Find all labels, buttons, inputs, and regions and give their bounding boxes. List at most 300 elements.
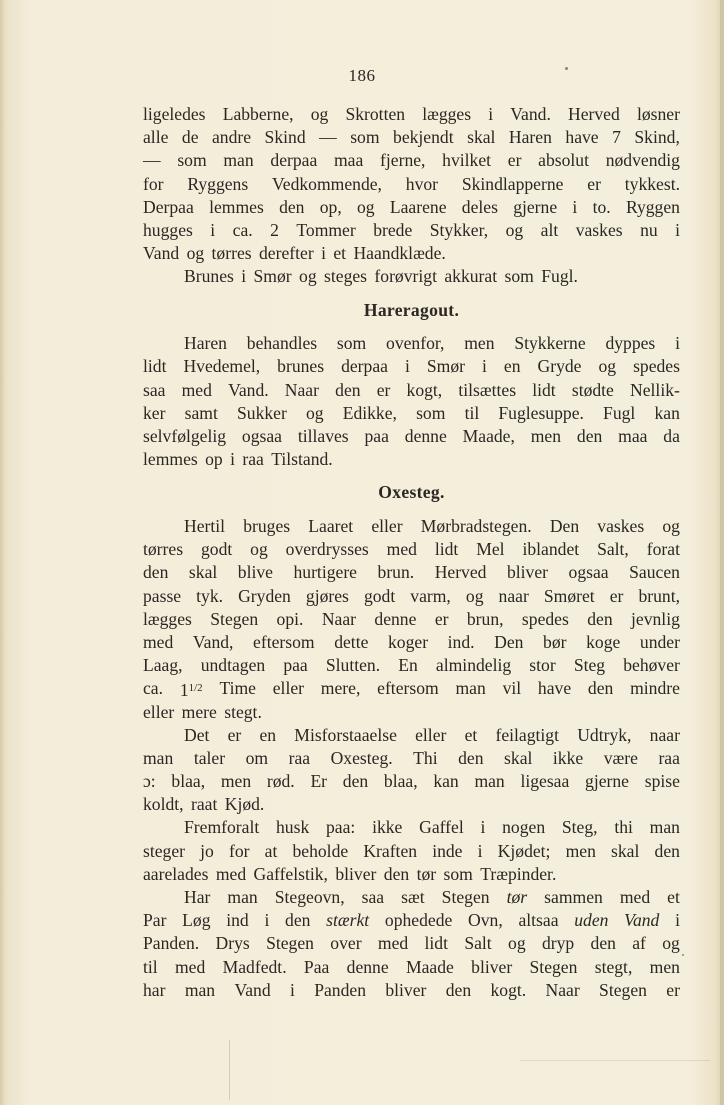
word: Smøret xyxy=(543,585,595,606)
word: men xyxy=(464,333,495,354)
word: alle xyxy=(143,127,169,148)
word: man xyxy=(227,887,258,907)
word: tørres xyxy=(143,539,184,560)
word: Træpinder. xyxy=(480,863,557,884)
word: hvor xyxy=(405,173,439,194)
text-line xyxy=(143,332,680,355)
word: ophedede xyxy=(384,910,453,931)
paragraph-misforstaaelse xyxy=(143,724,680,817)
word: i xyxy=(404,356,410,377)
word: ind. xyxy=(447,631,475,652)
word: tykkest. xyxy=(624,173,680,194)
word: dryp xyxy=(541,933,575,954)
word: godt xyxy=(363,585,396,606)
word: eller xyxy=(143,701,175,722)
word: Stykker, xyxy=(429,219,489,240)
word: er xyxy=(227,724,242,745)
text-line xyxy=(143,379,680,402)
word: spedes xyxy=(633,356,680,377)
word: et xyxy=(333,243,347,264)
word: Stegen xyxy=(599,979,647,1000)
heading-oxesteg: Oxesteg. xyxy=(378,482,445,503)
word: Smør xyxy=(426,356,465,377)
text-line xyxy=(143,747,680,770)
word: Derpaa xyxy=(143,196,194,217)
word: i xyxy=(321,243,326,264)
word: med xyxy=(215,863,247,884)
word: spise xyxy=(644,771,680,792)
word: saa xyxy=(361,887,385,907)
word: Steg, xyxy=(561,817,598,838)
word: skal xyxy=(611,840,640,861)
word: sæt xyxy=(401,887,425,907)
text-line xyxy=(143,701,680,724)
word: tørres xyxy=(211,243,252,264)
text-line xyxy=(143,793,680,816)
word: absolut xyxy=(538,150,589,171)
word: Gryde xyxy=(537,356,582,377)
word: en xyxy=(503,356,521,377)
word: varm, xyxy=(410,585,451,606)
word: deles xyxy=(461,196,498,217)
word: et xyxy=(464,724,478,745)
word: Udtryk, xyxy=(577,724,632,745)
paper-crease xyxy=(229,1040,230,1100)
heading-hareragout: Hareragout. xyxy=(363,299,460,320)
word: naar xyxy=(498,585,529,606)
word: brun, xyxy=(466,608,504,629)
word: op, xyxy=(319,196,342,217)
word: i xyxy=(675,333,680,354)
word: kogt. xyxy=(490,979,527,1000)
word: tyk. xyxy=(196,585,224,606)
word: Stykkerne xyxy=(514,333,586,354)
word: den xyxy=(279,196,305,217)
word: Har xyxy=(184,887,211,907)
word: og xyxy=(465,585,484,606)
word: den xyxy=(576,425,603,446)
word: eftersom xyxy=(377,678,439,699)
word: Ryggen xyxy=(625,196,680,217)
word: naar xyxy=(649,724,680,745)
word: Gryden xyxy=(238,585,291,606)
text-line xyxy=(143,355,680,378)
word: og xyxy=(299,266,317,287)
word: ovenfor, xyxy=(386,333,445,354)
word: brunt, xyxy=(638,585,680,606)
word: andre xyxy=(211,127,252,148)
word: Labberne, xyxy=(222,104,294,124)
word: men xyxy=(649,956,680,977)
word: lidt xyxy=(143,356,167,377)
word: da xyxy=(663,425,680,446)
word: raa xyxy=(288,747,311,768)
word: Misforstaaelse xyxy=(294,724,397,745)
word: den xyxy=(143,562,169,583)
word: Laaret xyxy=(308,516,354,536)
word: Naar xyxy=(545,979,580,1000)
word: Fremforalt xyxy=(184,817,260,838)
word: Nellik- xyxy=(630,379,680,400)
word: til xyxy=(143,956,158,977)
word: Haandklæde. xyxy=(353,243,446,264)
word: stegt, xyxy=(594,956,633,977)
word: Tilstand. xyxy=(271,449,333,470)
word: steges xyxy=(324,266,368,287)
word: være xyxy=(603,747,638,768)
word: bruges xyxy=(243,516,291,536)
text-line xyxy=(143,402,680,425)
text-line xyxy=(143,654,680,677)
word: En xyxy=(398,655,418,676)
word: rød. xyxy=(266,771,295,792)
word: i xyxy=(289,979,295,1000)
word: mere, xyxy=(320,678,361,699)
word: paa xyxy=(364,425,389,446)
word: med xyxy=(174,956,206,977)
word: Tommer xyxy=(296,219,356,240)
text-line xyxy=(143,840,680,863)
word: er xyxy=(587,173,601,194)
word: have xyxy=(565,127,599,148)
word: maa xyxy=(618,425,648,446)
text-line xyxy=(143,242,680,265)
word: som xyxy=(443,863,473,884)
word: og xyxy=(310,104,329,124)
word: men xyxy=(220,771,252,792)
word: i xyxy=(241,266,247,287)
word: godt xyxy=(200,539,233,560)
text-line xyxy=(143,448,680,471)
word: denne xyxy=(374,608,417,629)
word: koge xyxy=(586,631,621,652)
word: Vand. xyxy=(228,379,269,400)
paragraph-stegeovn xyxy=(143,886,680,1002)
word: man xyxy=(143,747,174,768)
word: Mel xyxy=(476,539,505,560)
text-line xyxy=(143,425,680,448)
word: — xyxy=(143,150,161,171)
word: og xyxy=(357,196,375,217)
word: i xyxy=(675,910,680,931)
word: den xyxy=(342,771,369,792)
word: den xyxy=(590,933,616,954)
word: i xyxy=(264,910,270,931)
word: vaskes xyxy=(575,219,623,240)
word: mindre xyxy=(630,678,680,699)
word: men xyxy=(565,840,596,861)
paper-crease xyxy=(520,1060,710,1061)
word: og xyxy=(186,243,205,264)
word: Den xyxy=(549,516,580,536)
word: Haren xyxy=(184,333,227,354)
word: den xyxy=(285,910,311,931)
text-line xyxy=(143,677,680,700)
page-number: 186 xyxy=(348,66,376,85)
text-line xyxy=(143,196,680,219)
word: Gaffel xyxy=(419,817,464,838)
page-edge-left xyxy=(0,0,6,1105)
text-line xyxy=(143,149,680,172)
word: Vand, xyxy=(192,631,234,652)
word: Vand xyxy=(234,979,271,1000)
word: lemmes xyxy=(143,449,198,470)
word: den xyxy=(383,863,410,884)
word: eller xyxy=(415,724,447,745)
word: iblandet xyxy=(522,539,580,560)
word: vil xyxy=(502,678,522,699)
word: med xyxy=(143,631,174,652)
word: Brunes xyxy=(184,266,234,287)
word: behøver xyxy=(623,655,680,676)
word: ind xyxy=(226,910,249,931)
word: Slutten. xyxy=(325,655,381,676)
word: ligeledes xyxy=(143,104,206,124)
word: sammen xyxy=(544,887,603,907)
word: Maade, xyxy=(462,425,515,446)
word: til xyxy=(464,402,480,423)
word: Laarene xyxy=(389,196,447,217)
page-edge-right xyxy=(720,0,724,1105)
word: Kjødet; xyxy=(497,840,551,861)
word: tilsættes xyxy=(458,379,517,400)
word: derefter xyxy=(259,243,314,264)
word: koldt, xyxy=(143,794,184,815)
word: skal xyxy=(188,562,218,583)
word: Herved xyxy=(434,562,487,583)
word: men xyxy=(530,425,562,446)
word: nu xyxy=(640,219,658,240)
word: Fugl xyxy=(603,402,636,423)
word: koger xyxy=(388,631,429,652)
word: Kjød. xyxy=(224,794,265,815)
word: hvilket xyxy=(442,150,492,171)
word: overdrysses xyxy=(285,539,369,560)
word: som xyxy=(177,150,207,171)
word: med xyxy=(619,887,651,907)
word: Vand. xyxy=(510,104,551,124)
text-line xyxy=(143,608,680,631)
word: stor xyxy=(529,655,556,676)
word: Vand xyxy=(143,243,180,264)
word: nødvendig xyxy=(605,150,680,171)
text-line xyxy=(143,886,680,909)
text-line xyxy=(143,631,680,654)
word: skal xyxy=(504,747,533,768)
paragraph-gaffel xyxy=(143,816,680,886)
word: brun. xyxy=(377,562,415,583)
word: — xyxy=(319,127,337,148)
word: man xyxy=(184,979,216,1000)
word: raa xyxy=(242,449,264,470)
word: denne xyxy=(404,425,447,446)
paragraph-hareragout xyxy=(143,332,680,471)
word: som xyxy=(504,266,534,287)
text-line xyxy=(143,932,680,955)
word: Paa xyxy=(303,956,330,977)
word: Mørbradstegen. xyxy=(420,516,532,536)
word: Naar xyxy=(284,379,319,400)
word: om xyxy=(245,747,269,768)
word: 7 xyxy=(612,127,621,148)
word: og xyxy=(508,933,526,954)
word: Hertil xyxy=(184,516,226,536)
word: opi. xyxy=(276,608,304,629)
word: bør xyxy=(543,631,567,652)
word: Fuglesuppe. xyxy=(498,402,584,423)
word: to. xyxy=(592,196,611,217)
word: Fugl. xyxy=(541,266,578,287)
word: bekjendt xyxy=(393,127,454,148)
word: brunes xyxy=(277,356,325,377)
word: at xyxy=(264,840,278,861)
word: og xyxy=(250,539,268,560)
word: Herved xyxy=(568,104,620,124)
word: Haren xyxy=(508,127,552,148)
word: Løg xyxy=(182,910,211,931)
print-speck xyxy=(565,67,568,70)
word: Steg xyxy=(573,655,606,676)
word: lidt xyxy=(434,539,459,560)
word: have xyxy=(537,678,572,699)
word: er xyxy=(434,608,449,629)
word: som xyxy=(416,402,446,423)
word: man xyxy=(223,150,254,171)
word: tillaves xyxy=(297,425,349,446)
word: Stegen xyxy=(441,887,490,907)
word: Panden. xyxy=(143,933,200,954)
word: eller xyxy=(371,516,403,536)
word: akkurat xyxy=(444,266,498,287)
word: og xyxy=(505,219,524,240)
word: Det xyxy=(184,724,210,745)
word: er xyxy=(609,585,624,606)
word: lidt xyxy=(532,379,556,400)
word: saa xyxy=(143,379,166,400)
word: raa xyxy=(658,747,680,768)
word: Den xyxy=(494,631,524,652)
print-speck xyxy=(682,954,684,956)
word: Time xyxy=(219,678,256,699)
word: for xyxy=(143,173,164,194)
word: paa: xyxy=(326,817,356,838)
word: ligesaa xyxy=(520,771,570,792)
word: tør xyxy=(416,863,437,884)
word: ca. xyxy=(143,678,164,699)
word: man xyxy=(455,678,486,699)
word: i xyxy=(488,104,494,124)
word: Edikke, xyxy=(342,402,397,423)
word: eftersom xyxy=(253,631,315,652)
word: raat xyxy=(190,794,218,815)
word: Ryggens xyxy=(187,173,249,194)
word: af xyxy=(632,933,646,954)
word: feilagtigt xyxy=(495,724,559,745)
word: i xyxy=(482,356,487,377)
word: passe xyxy=(143,585,182,606)
text-line xyxy=(143,956,680,979)
word: steger xyxy=(143,840,186,861)
word: et xyxy=(667,887,680,907)
word: taler xyxy=(193,747,226,768)
word: Stegen xyxy=(266,933,314,954)
word: blive xyxy=(237,562,273,583)
word: kogt, xyxy=(406,379,443,400)
word: Stegeovn, xyxy=(274,887,345,907)
word: blaa, xyxy=(383,771,418,792)
word: Naar xyxy=(321,608,357,629)
word: en xyxy=(259,724,277,745)
word: $1^{1/2}$ xyxy=(179,680,203,701)
word: alt xyxy=(540,219,559,240)
word: brede xyxy=(373,219,413,240)
word: med xyxy=(386,539,417,560)
text-line xyxy=(143,515,680,538)
paragraph-oxesteg xyxy=(143,515,680,724)
word: under xyxy=(639,631,680,652)
word: den xyxy=(335,379,361,400)
word: Madfedt. xyxy=(222,956,287,977)
word: bliver xyxy=(385,979,427,1000)
word: er xyxy=(666,979,680,1000)
word: Stegen xyxy=(529,956,578,977)
word: gjerne xyxy=(585,771,629,792)
word: som xyxy=(350,127,380,148)
word: aarelades xyxy=(143,863,209,884)
word: og xyxy=(598,356,617,377)
word: Smør xyxy=(253,266,292,287)
word: ogsaa xyxy=(568,562,609,583)
word: dette xyxy=(334,631,369,652)
word: kan xyxy=(433,771,459,792)
word: vaskes xyxy=(597,516,645,536)
word: selvfølgelig xyxy=(143,425,227,446)
word: Drys xyxy=(215,933,250,954)
word: hugges xyxy=(143,219,193,240)
word: Oxesteg. xyxy=(330,747,393,768)
word: som xyxy=(336,333,367,354)
word: Er xyxy=(310,771,328,792)
word: Panden xyxy=(314,979,366,1000)
word: og xyxy=(662,516,680,536)
word: ker xyxy=(143,402,166,423)
word: Skind, xyxy=(634,127,680,148)
word: ca. xyxy=(232,219,253,240)
word: Maade xyxy=(405,956,454,977)
word: Kraften xyxy=(363,840,418,861)
text-line xyxy=(143,265,680,288)
word: beholde xyxy=(292,840,349,861)
word: ogsaa xyxy=(241,425,282,446)
word: ɔ: xyxy=(143,771,156,792)
word: i xyxy=(480,817,486,838)
word: fjerne, xyxy=(380,150,426,171)
word: Thi xyxy=(413,747,438,768)
text-line xyxy=(143,173,680,196)
word: lægges xyxy=(143,608,192,629)
word: Saucen xyxy=(629,562,680,583)
word: Ovn, xyxy=(468,910,503,931)
word: jo xyxy=(200,840,214,861)
word: lemmes xyxy=(209,196,264,217)
word: inde xyxy=(432,840,463,861)
word: og xyxy=(662,933,680,954)
word: Stegen xyxy=(210,608,259,629)
word: Skind xyxy=(264,127,306,148)
word: ikke xyxy=(372,817,403,838)
word: med xyxy=(377,933,409,954)
word: maa xyxy=(334,150,364,171)
